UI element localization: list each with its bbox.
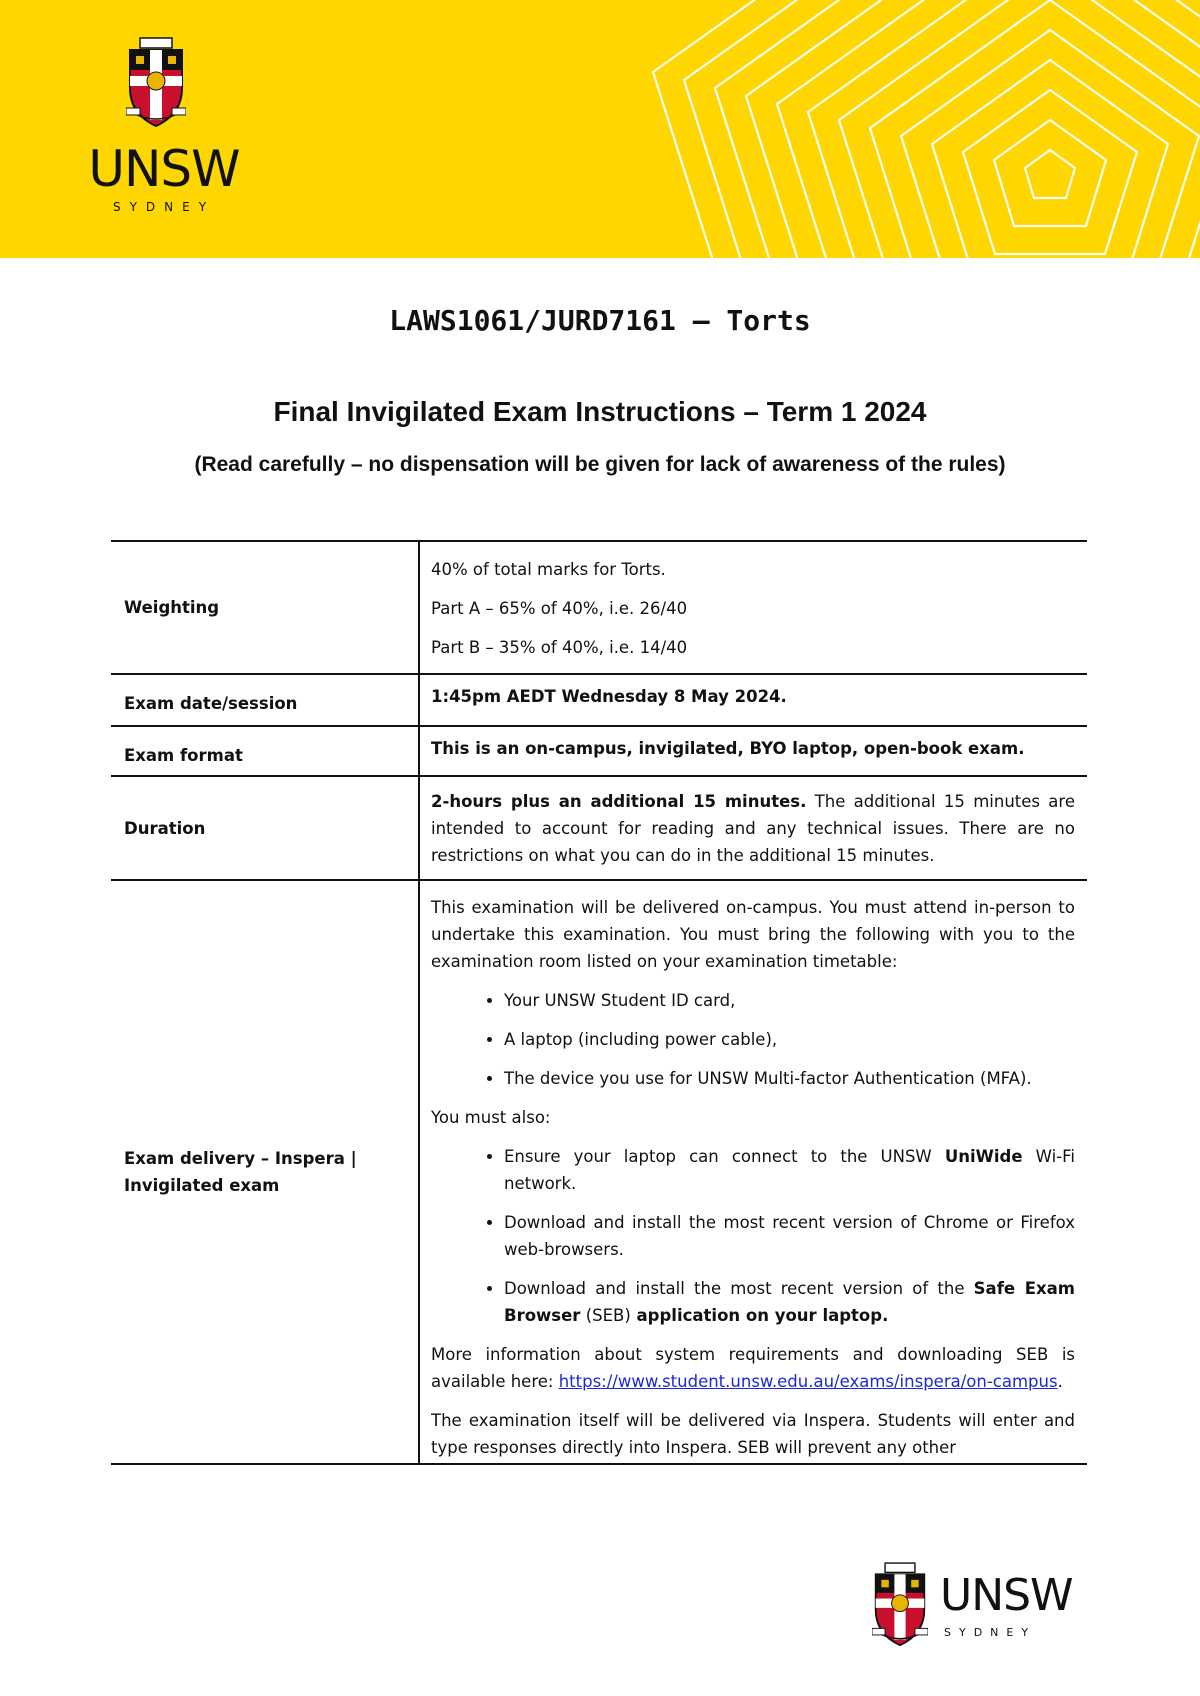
row-content [419, 726, 1087, 776]
course-title: LAWS1061/JURD7161 – Torts [389, 304, 811, 337]
unsw-wordmark: UNSW [88, 140, 240, 198]
wifi-text: Ensure your laptop can connect to the UNSW [504, 1147, 945, 1166]
more-info: More information about system requirements and downloading SEB is available here: https://www.student.unsw.edu.au/exams/inspera/on-campus. [431, 1345, 1075, 1391]
exam-date-value: 1:45pm AEDT Wednesday 8 May 2024. [431, 687, 787, 706]
seb-abbrev: (SEB) [580, 1306, 631, 1325]
task-list [431, 1143, 1075, 1329]
unsw-logo-footer [872, 1560, 1072, 1660]
row-label: Duration [124, 818, 206, 838]
table-row-duration [111, 776, 1087, 880]
page-subtitle: (Read carefully – no dispensation will be given for lack of awareness of the rules) [194, 453, 1006, 476]
table-row-delivery [111, 880, 1087, 1464]
list-item [504, 1143, 1075, 1197]
must-also: You must also: [431, 1108, 551, 1127]
row-content [419, 880, 1087, 1464]
row-label: Weighting [124, 598, 220, 617]
row-label: Exam date/session [124, 694, 298, 713]
list-item: • A laptop (including power cable), [504, 1026, 1075, 1053]
unsw-location: SYDNEY [112, 200, 216, 214]
header-banner [0, 0, 1200, 258]
delivery-label-line2: Invigilated exam [124, 1176, 280, 1195]
unsw-crest-icon [126, 36, 186, 132]
exam-format-value: This is an on-campus, invigilated, BYO laptop, open-book exam. [431, 739, 1025, 758]
bring-list [431, 987, 1075, 1092]
weighting-part-a: Part A – 65% of 40%, i.e. 26/40 [431, 599, 688, 618]
row-content [419, 776, 1087, 880]
delivery-label-line1: Exam delivery – Inspera | [124, 1149, 357, 1168]
seb-name: Safe Exam Browser [504, 1279, 1075, 1325]
duration-bold: 2-hours plus an additional 15 minutes. [431, 792, 807, 811]
row-label: Exam format [124, 746, 243, 765]
exam-info-table [111, 540, 1087, 1465]
weighting-total: 40% of total marks for Torts. [431, 560, 666, 579]
seb-text: Download and install the most recent version of the [504, 1279, 974, 1298]
list-item: • Download and install the most recent version of Chrome or Firefox web-browsers. [504, 1209, 1075, 1263]
list-item [504, 1275, 1075, 1329]
unsw-location: SYDNEY [944, 1626, 1037, 1639]
row-content [419, 674, 1087, 726]
seb-info-link[interactable]: https://www.student.unsw.edu.au/exams/inspera/on-campus [558, 1372, 1058, 1391]
list-item: • The device you use for UNSW Multi-factor Authentication (MFA). [504, 1065, 1075, 1092]
table-row-exam-format [111, 726, 1087, 776]
wifi-text-end: Wi-Fi network. [504, 1147, 1075, 1193]
seb-text-end: application on your laptop. [630, 1306, 889, 1325]
more-info-text: More information about system requirements and downloading SEB is available here: [431, 1345, 1075, 1391]
delivery-final: The examination itself will be delivered via Inspera. Students will enter and type responses directly into Inspera. SEB will prevent any other [431, 1411, 1075, 1457]
unsw-crest-icon [872, 1560, 928, 1652]
page-title: Final Invigilated Exam Instructions – Term 1 2024 [273, 396, 927, 427]
delivery-intro: This examination will be delivered on-campus. You must attend in-person to undertake this examination. You must bring the following with you to the examination room listed on your examination timetable: [431, 898, 1075, 971]
row-content [419, 541, 1087, 674]
list-item: • Your UNSW Student ID card, [504, 987, 1075, 1014]
duration-text: The additional 15 minutes are intended to account for reading and any technical issues. There are no restrictions on what you can do in the additional 15 minutes. [431, 792, 1075, 865]
table-row-exam-date [111, 674, 1087, 726]
weighting-part-b: Part B – 35% of 40%, i.e. 14/40 [431, 638, 688, 657]
table-row-weighting [111, 541, 1087, 674]
wifi-network-name: UniWide [944, 1147, 1023, 1166]
unsw-wordmark: UNSW [940, 1570, 1073, 1621]
row-label [111, 880, 419, 1464]
